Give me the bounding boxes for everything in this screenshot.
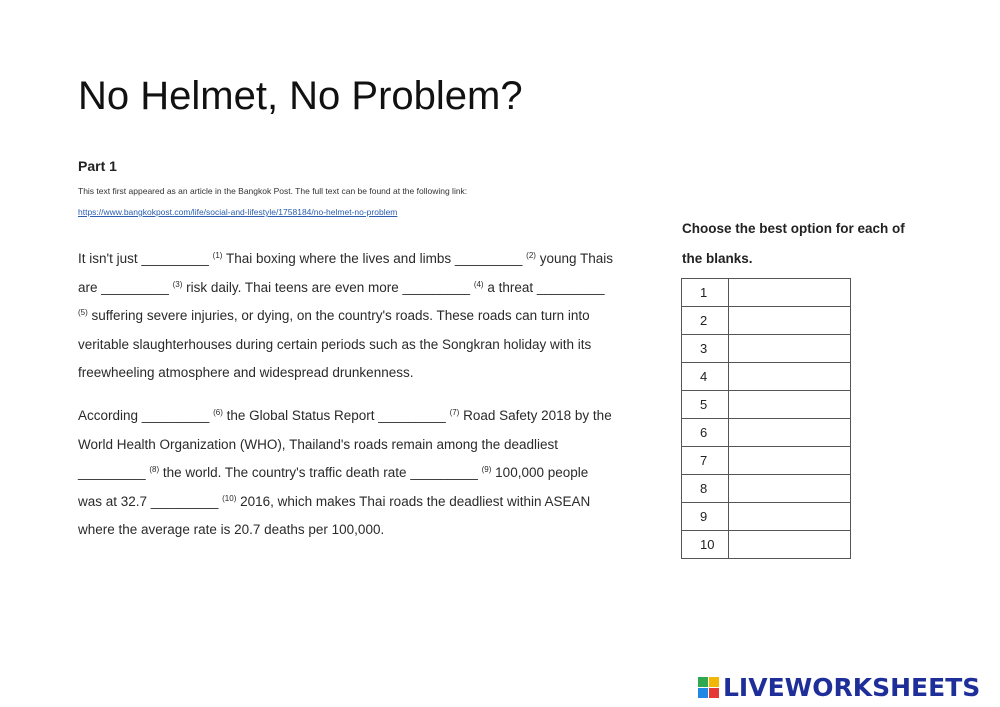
answer-row [682, 363, 851, 391]
blank-number: (1) [212, 251, 223, 260]
text-segment: are _________ [78, 279, 173, 295]
answer-row [682, 447, 851, 475]
blank-number: (9) [481, 465, 492, 474]
text-segment: Thai boxing where the lives and limbs _________ [222, 251, 527, 266]
text-line [78, 516, 653, 545]
text-segment: According _________ [78, 408, 214, 423]
text-segment: was at 32.7 _________ [78, 493, 223, 509]
intro-text: This text first appeared as an article in the Bangkok Post. The full text can be found at the following link: [78, 186, 468, 196]
answer-number: 7 [682, 447, 729, 475]
instruction-line: the blanks. [682, 251, 753, 266]
blank-number: (10) [222, 493, 237, 503]
text-line [78, 331, 653, 360]
text-line [78, 359, 653, 388]
article-link[interactable]: https://www.bangkokpost.com/life/social-and-lifestyle/1758184/no-helmet-no-problem [78, 207, 398, 217]
answer-row [682, 391, 851, 419]
answer-cell[interactable] [729, 503, 851, 531]
answer-row [682, 335, 851, 363]
text-segment: veritable slaughterhouses during certain periods such as the Songkran holiday with its [78, 336, 592, 352]
answer-number: 10 [682, 531, 729, 559]
answer-cell[interactable] [729, 307, 851, 335]
brand-wordmark: LIVEWORKSHEETS [723, 673, 981, 702]
text-segment: a threat _________ [483, 279, 605, 295]
page-title: No Helmet, No Problem? [78, 74, 523, 118]
text-segment: freewheeling atmosphere and widespread drunkenness. [78, 365, 414, 380]
text-segment: risk daily. Thai teens are even more _________ [182, 279, 474, 295]
answer-number: 5 [682, 391, 729, 419]
answer-cell[interactable] [729, 279, 851, 307]
blank-number: (3) [172, 279, 183, 289]
answer-number: 6 [682, 419, 729, 447]
text-line [78, 459, 653, 488]
text-line [78, 431, 653, 460]
text-segment: suffering severe injuries, or dying, on the country's roads. These roads can turn into [87, 308, 590, 323]
liveworksheets-logo [698, 673, 980, 702]
answer-row [682, 531, 851, 559]
answer-cell[interactable] [729, 419, 851, 447]
answer-row [682, 279, 851, 307]
answer-number: 2 [682, 307, 729, 335]
answer-cell[interactable] [729, 531, 851, 559]
answer-row [682, 475, 851, 503]
answer-number: 3 [682, 335, 729, 363]
logo-icon [698, 677, 719, 698]
blank-number: (6) [213, 408, 223, 417]
text-line [78, 274, 653, 303]
text-line [78, 302, 653, 331]
text-segment: Road Safety 2018 by the [459, 408, 612, 423]
answer-cell[interactable] [729, 335, 851, 363]
answer-cell[interactable] [729, 391, 851, 419]
blank-number: (5) [78, 308, 88, 317]
text-segment: 2016, which makes Thai roads the deadliest within ASEAN [236, 493, 591, 509]
text-segment: 100,000 people [491, 465, 589, 480]
text-line [78, 245, 653, 274]
paragraph-1 [78, 245, 653, 388]
text-segment: _________ [78, 465, 150, 480]
text-segment: young Thais [535, 251, 613, 266]
answer-cell[interactable] [729, 447, 851, 475]
answer-row [682, 419, 851, 447]
text-segment: the world. The country's traffic death rate _________ [159, 465, 482, 480]
text-segment: It isn't just _________ [78, 251, 213, 266]
text-segment: the Global Status Report _________ [222, 408, 450, 423]
answer-number: 8 [682, 475, 729, 503]
text-line [78, 402, 653, 431]
answer-number: 4 [682, 363, 729, 391]
answer-number: 1 [682, 279, 729, 307]
instructions [682, 214, 905, 274]
part-heading: Part 1 [78, 158, 117, 174]
blank-number: (2) [526, 251, 536, 260]
answer-table [681, 278, 851, 559]
blank-number: (8) [149, 465, 160, 474]
blank-number: (4) [473, 279, 484, 289]
answer-row [682, 503, 851, 531]
answer-cell[interactable] [729, 475, 851, 503]
answer-cell[interactable] [729, 363, 851, 391]
blank-number: (7) [449, 408, 460, 417]
instruction-line: Choose the best option for each of [682, 221, 905, 236]
answer-number: 9 [682, 503, 729, 531]
text-segment: where the average rate is 20.7 deaths per 100,000. [78, 522, 385, 537]
paragraph-2 [78, 402, 653, 545]
text-segment: World Health Organization (WHO), Thailand's roads remain among the deadliest [78, 436, 559, 452]
answer-row [682, 307, 851, 335]
text-line [78, 488, 653, 517]
